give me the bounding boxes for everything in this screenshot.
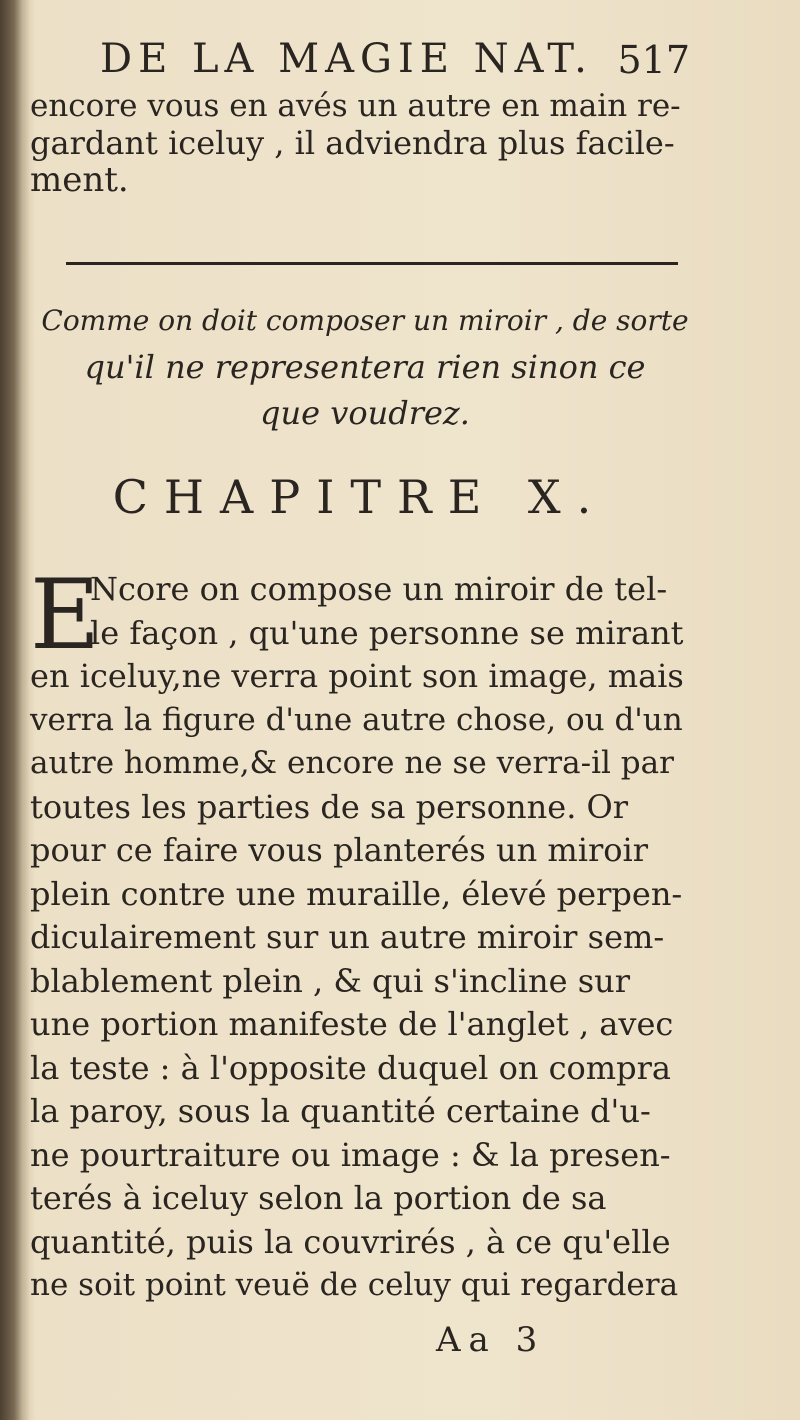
page-header — [100, 36, 700, 86]
body-line: ne pourtraiture ou image : & la presen- — [30, 1135, 671, 1174]
chapter-body — [30, 559, 690, 1308]
body-line: la paroy, sous la quantité certaine d'u- — [30, 1092, 651, 1130]
body-line: le façon , qu'une personne se mirant — [90, 613, 684, 652]
body-line: la teste : à l'opposite duquel on compra — [30, 1048, 671, 1087]
body-line: verra la figure d'une autre chose, ou d'un — [30, 701, 683, 738]
body-line: en iceluy,ne verra point son image, mais — [30, 657, 684, 695]
body-line: quantité, puis la couvrirés , à ce qu'elle — [30, 1222, 671, 1261]
continuation-paragraph — [30, 88, 690, 199]
section-divider — [66, 262, 678, 265]
page-number: 517 — [617, 38, 690, 82]
body-line: ne soit point veuë de celuy qui regardera — [30, 1267, 679, 1303]
running-head: DE LA MAGIE NAT. — [100, 36, 593, 82]
chapter-heading: CHAPITRE X. — [112, 470, 608, 524]
body-line: terés à iceluy selon la portion de sa — [30, 1179, 607, 1217]
drop-cap: E — [30, 559, 101, 671]
body-line: plein contre une muraille, élevé perpen- — [30, 874, 683, 913]
section-title-line: que voudrez. — [260, 394, 470, 432]
body-line: blablement plein , & qui s'incline sur — [30, 961, 631, 1000]
body-line: autre homme,& encore ne se verra-il par — [30, 745, 674, 781]
body-line: toutes les parties de sa personne. Or — [30, 787, 629, 826]
section-title-line: qu'il ne representera rien sinon ce — [84, 348, 646, 386]
body-line: une portion manifeste de l'anglet , avec — [30, 1005, 674, 1043]
continuation-line: encore vous en avés un autre en main re- — [30, 88, 681, 124]
continuation-line: gardant iceluy , il adviendra plus facile- — [30, 124, 675, 162]
section-title-line: Comme on doit composer un miroir , de sorte — [41, 304, 689, 337]
section-title — [40, 298, 690, 436]
body-line: pour ce faire vous planterés un miroir — [30, 831, 649, 869]
gutter-shadow — [0, 0, 30, 1420]
body-line: diculairement sur un autre miroir sem- — [30, 918, 665, 956]
signature-mark: Aa 3 — [436, 1320, 546, 1360]
continuation-line: ment. — [30, 160, 129, 200]
body-line: Ncore on compose un miroir de tel- — [90, 570, 668, 608]
